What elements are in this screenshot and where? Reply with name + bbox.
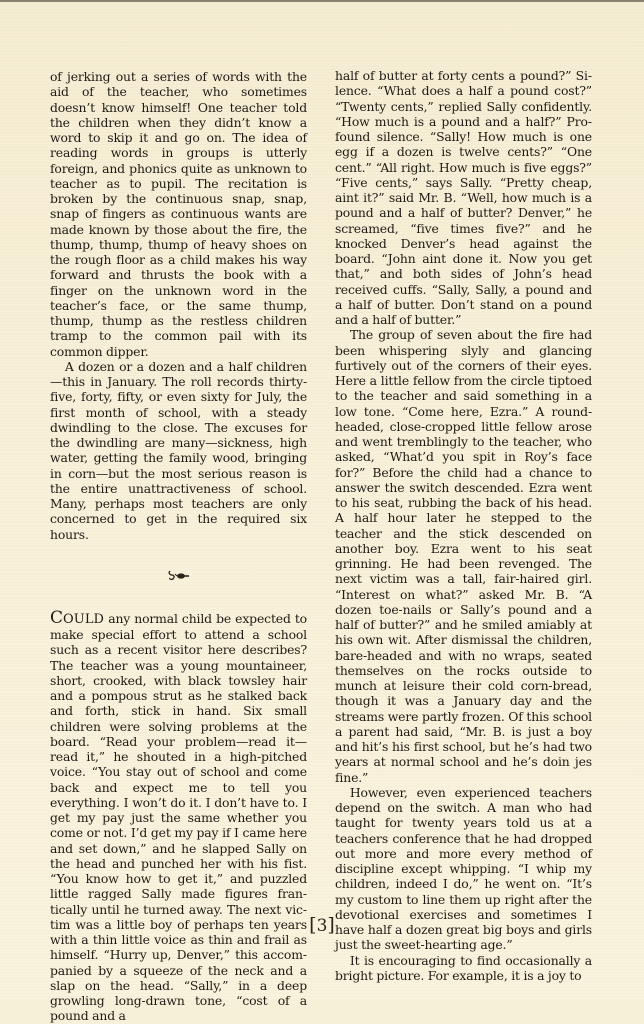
bracket-close: ] (327, 914, 335, 936)
paragraph-text: any normal child be expected to make special effort to attend a school such as a recent visitor here describes? The teacher was a young mountaineer, short, crooked, with black towsley hair and a pompous strut as he stalked back and forth, stick in hand. Six small children were solving problems at the board. “Read your problem—read it—read it,” he shouted in a high-pitched voice. “You stay out of school and come back and expect me to tell you everything. I won’t do it. I don’t have to. I get my pay just the same whether you come or not. I’d get my pay if I came here and set down,” and he slapped Sally on the head and punched her with his fist. “You know how to get it,” and puzzled little ragged Sally made figures frantically until he turned away. The next victim was a little boy of perhaps ten years with a thin little voice as thin and frail as himself. “Hurry up, Denver,” this accompanied by a squeeze of the neck and a slap on the head. “Sally,” in a deep growling long-drawn tone, “cost of a pound and a (50, 610, 307, 1024)
paragraph: It is encouraging to find occasionally a bright picture. For example, it is a joy to (335, 952, 592, 983)
paragraph: The group of seven about the fire had been whispering slyly and glancing furtively out of the corners of their eyes. Here a little fellow from the circle tiptoed to the teacher and said something in a low tone. “Come here, Ezra.” A round-headed, close-cropped little fellow arose and went tremblingly to the teacher, who asked, “What’d you spit in Roy’s face for?” Before the child had a chance to answer the switch descended. Ezra went to his seat, rubbing the back of his head. A half hour later he stepped to the teacher and the stick descended on another boy. Ezra went to his seat grinning. He had been revenged. The next victim was a tall, fair-haired girl. “Interest on what?” asked Mr. B. “A dozen toe-nails or Sally’s pound and a half of butter?” and he smiled amiably at his own wit. After dismissal the children, bare-headed and with no wraps, seated themselves on the rocks outside to munch at leisure their cold corn-bread, though it was a January day and the streams were partly frozen. Of this school a parent had said, “Mr. B. is just a boy and hit’s his first school, but he’s had two years at normal school and he’s doin jes fine.” (335, 327, 592, 785)
paragraph: of jerking out a series of words with the aid of the teacher, who sometimes doesn’t know himself! One teacher told the children when they didn’t know a word to skip it and go on. The idea of reading words in groups is utterly foreign, and phonics quite as unknown to teacher as to pupil. The recitation is broken by the continuous snap, snap, snap of fingers as continuous wants are made known by those about the fire, the thump, thump, thump of heavy shoes on the rough floor as a child makes his way forward and thrusts the book with a finger on the unknown word in the teacher’s face, or the same thump, thump, thump as the restless children tramp to the common pail with its common dipper. (50, 69, 307, 359)
initial-capital: C (50, 607, 64, 628)
fleuron-icon (168, 569, 190, 584)
right-column (335, 68, 592, 983)
section-break-ornament (50, 569, 307, 583)
small-caps-lead: OULD (63, 611, 105, 627)
paragraph: However, even experienced teachers depend on the switch. A man who had taught for twenty years told us at a teachers conference that he had dropped out more and more every method of discipline except whipping. “I whip my children, indeed I do,” he went on. “It’s my custom to line them up right after the devotional exercises and sometimes I have half a dozen great big boys and girls just the sweet-hearting age.” (335, 784, 592, 953)
page-number (0, 914, 644, 936)
bracket-open: [ (309, 914, 317, 936)
paragraph: half of butter at forty cents a pound?” Silence. “What does a half a pound cost?” “Twenty cents,” replied Sally confidently. “How much is a pound and a half?” Profound silence. “Sally! How much is one egg if a dozen is twelve cents?” “One cent.” “All right. How much is five eggs?” “Five cents,” says Sally. “Pretty cheap, aint it?” said Mr. B. “Well, how much is a pound and a half of butter? Denver,” he screamed, “five times five?” and he knocked Denver’s head against the board. “John aint done it. Now you get that,” and both sides of John’s head received cuffs. “Sally, Sally, a pound and a half of butter. Don’t stand on a pound and a half of butter.” (335, 68, 592, 327)
left-column (50, 69, 307, 1024)
paragraph: A dozen or a dozen and a half children —this in January. The roll records thirty-five, forty, fifty, or even sixty for July, the first month of school, with a steady dwindling to the close. The excuses for the dwindling are many—sickness, high water, getting the family wood, bringing in corn—but the most serious reason is the entire unattractiveness of school. Many, perhaps most teachers are only concerned to get in the required six hours. (50, 358, 307, 542)
paragraph (50, 607, 307, 1024)
page-number-value: 3 (316, 916, 328, 936)
